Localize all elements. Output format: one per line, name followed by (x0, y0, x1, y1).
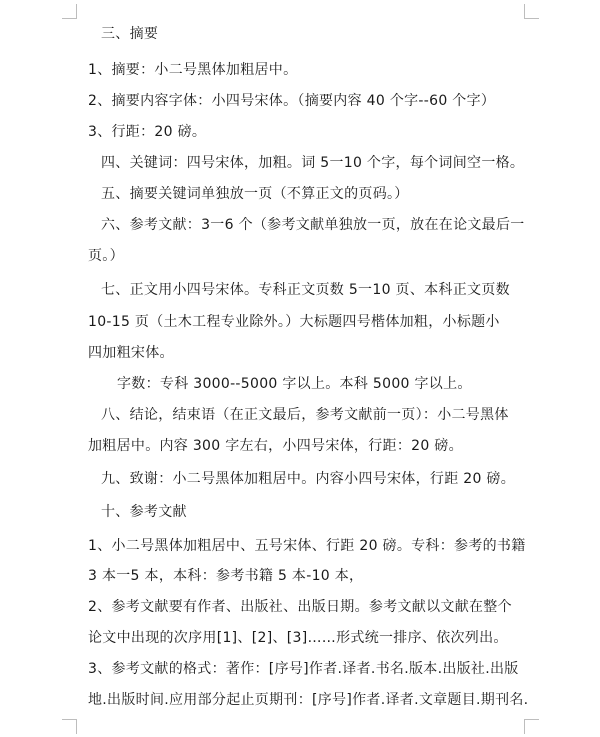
paragraph-line: 3 本一5 本，本科：参考书籍 5 本-10 本， (88, 568, 364, 584)
crop-mark-bottom-right (524, 719, 539, 734)
paragraph-line-word-count: 字数：专科 3000--5000 字以上。本科 5000 字以上。 (117, 376, 472, 392)
crop-mark-bottom-left (62, 719, 77, 734)
section-heading-body-text: 七、正文用小四号宋体。专科正文页数 5一10 页、本科正文页数 (101, 282, 510, 298)
section-heading-acknowledgements: 九、致谢：小二号黑体加粗居中。内容小四号宋体，行距 20 磅。 (101, 471, 516, 487)
paragraph-line: 2、摘要内容字体：小四号宋体。（摘要内容 40 个字--60 个字） (88, 93, 496, 109)
paragraph-line: 页。） (88, 248, 124, 264)
section-heading-references-count: 六、参考文献：3一6 个（参考文献单独放一页，放在在论文最后一 (101, 217, 525, 233)
crop-mark-top-right (524, 4, 539, 19)
paragraph-line: 3、参考文献的格式：著作：[序号]作者.译者.书名.版本.出版社.出版 (88, 661, 519, 677)
paragraph-line: 地.出版时间.应用部分起止页期刊：[序号]作者.译者.文章题目.期刊名. (88, 692, 529, 708)
section-heading-references: 十、参考文献 (101, 504, 187, 520)
paragraph-line: 四加粗宋体。 (88, 345, 174, 361)
paragraph-line: 10-15 页（土木工程专业除外。）大标题四号楷体加粗，小标题小 (88, 314, 500, 330)
section-heading-abstract: 三、摘要 (101, 26, 159, 42)
paragraph-line: 3、行距：20 磅。 (88, 124, 207, 140)
paragraph-line: 1、摘要：小二号黑体加粗居中。 (88, 62, 298, 78)
paragraph-line: 加粗居中。内容 300 字左右，小四号宋体，行距：20 磅。 (88, 438, 463, 454)
paragraph-line: 论文中出现的次序用[1]、[2]、[3]……形式统一排序、依次列出。 (88, 630, 508, 646)
paragraph-line: 2、参考文献要有作者、出版社、出版日期。参考文献以文献在整个 (88, 599, 512, 615)
section-heading-keywords: 四、关键词：四号宋体，加粗。词 5一10 个字，每个词间空一格。 (101, 155, 525, 171)
crop-mark-top-left (62, 4, 77, 19)
section-heading-separate-page: 五、摘要关键词单独放一页（不算正文的页码。） (101, 186, 409, 202)
paragraph-line: 1、小二号黑体加粗居中、五号宋体、行距 20 磅。专科：参考的书籍 (88, 538, 526, 554)
section-heading-conclusion: 八、结论，结束语（在正文最后，参考文献前一页）：小二号黑体 (101, 407, 509, 423)
